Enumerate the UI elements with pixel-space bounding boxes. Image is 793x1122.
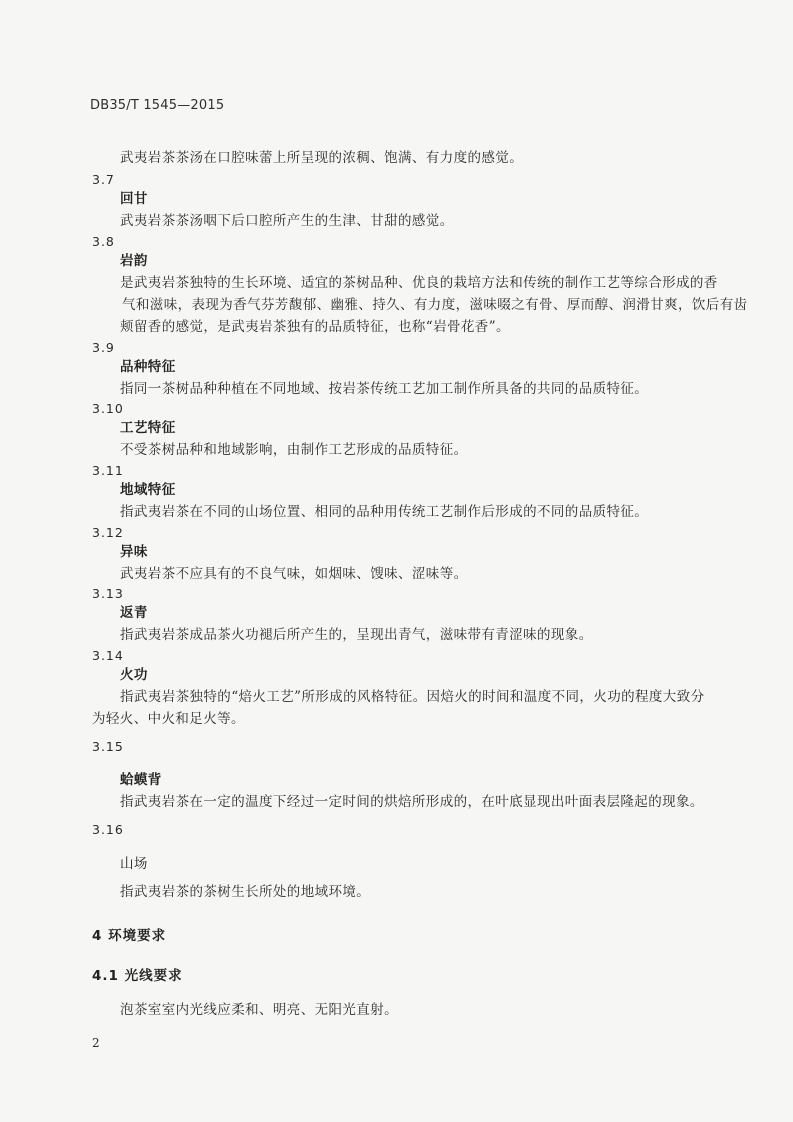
term-title: 山场: [120, 856, 148, 872]
clause-number: 3.10: [92, 401, 124, 416]
term-title: 火功: [120, 667, 148, 683]
clause-number: 3.15: [92, 739, 124, 754]
term-title: 工艺特征: [120, 420, 176, 436]
definition-text: 指武夷岩茶在一定的温度下经过一定时间的烘焙所形成的，在叶底显现出叶面表层隆起的现象。: [120, 794, 704, 810]
requirement-text: 泡茶室室内光线应柔和、明亮、无阳光直射。: [120, 1002, 398, 1018]
definition-text: 武夷岩茶茶汤咽下后口腔所产生的生津、甘甜的感觉。: [120, 213, 454, 229]
page-number: 2: [92, 1036, 100, 1050]
term-title: 岩韵: [120, 253, 148, 269]
term-title: 异味: [120, 544, 148, 560]
definition-text: 颊留香的感觉，是武夷岩茶独有的品质特征，也称“岩骨花香”。: [120, 319, 510, 335]
definition-text: 为轻火、中火和足火等。: [92, 711, 245, 727]
clause-number: 3.11: [92, 463, 124, 478]
clause-number: 3.7: [92, 172, 115, 187]
term-title: 蛤蟆背: [120, 772, 162, 788]
definition-text: 指同一茶树品种种植在不同地域、按岩茶传统工艺加工制作所具备的共同的品质特征。: [120, 381, 649, 397]
definition-text: 指武夷岩茶在不同的山场位置、相同的品种用传统工艺制作后形成的不同的品质特征。: [120, 504, 649, 520]
definition-text: 指武夷岩茶成品茶火功褪后所产生的，呈现出青气，滋味带有青涩味的现象。: [120, 627, 593, 643]
definition-text: 气和滋味，表现为香气芬芳馥郁、幽雅、持久、有力度，滋味啜之有骨、厚而醇、润滑甘爽，饮后有齿: [122, 297, 748, 313]
definition-text: 不受茶树品种和地域影响，由制作工艺形成的品质特征。: [120, 442, 468, 458]
term-title: 返青: [120, 605, 148, 621]
clause-number: 3.13: [92, 586, 124, 601]
clause-number: 3.16: [92, 822, 124, 837]
clause-number: 3.12: [92, 525, 124, 540]
definition-text: 指武夷岩茶独特的“焙火工艺”所形成的风格特征。因焙火的时间和温度不同，火功的程度大致分: [120, 689, 705, 705]
clause-number: 3.14: [92, 648, 124, 663]
term-title: 回甘: [120, 191, 148, 207]
definition-text: 指武夷岩茶的茶树生长所处的地域环境。: [120, 884, 371, 900]
clause-number: 3.9: [92, 340, 115, 355]
standard-code-header: DB35/T 1545—2015: [90, 98, 225, 113]
section-heading: 4 环境要求: [92, 928, 167, 944]
clause-number: 3.8: [92, 234, 115, 249]
term-title: 品种特征: [120, 359, 176, 375]
definition-text: 武夷岩茶茶汤在口腔味蕾上所呈现的浓稠、饱满、有力度的感觉。: [120, 150, 524, 166]
definition-text: 是武夷岩茶独特的生长环境、适宜的茶树品种、优良的栽培方法和传统的制作工艺等综合形成的香: [120, 275, 718, 291]
term-title: 地域特征: [120, 482, 176, 498]
definition-text: 武夷岩茶不应具有的不良气味，如烟味、馊味、涩味等。: [120, 566, 468, 582]
subsection-heading: 4.1 光线要求: [92, 968, 183, 984]
